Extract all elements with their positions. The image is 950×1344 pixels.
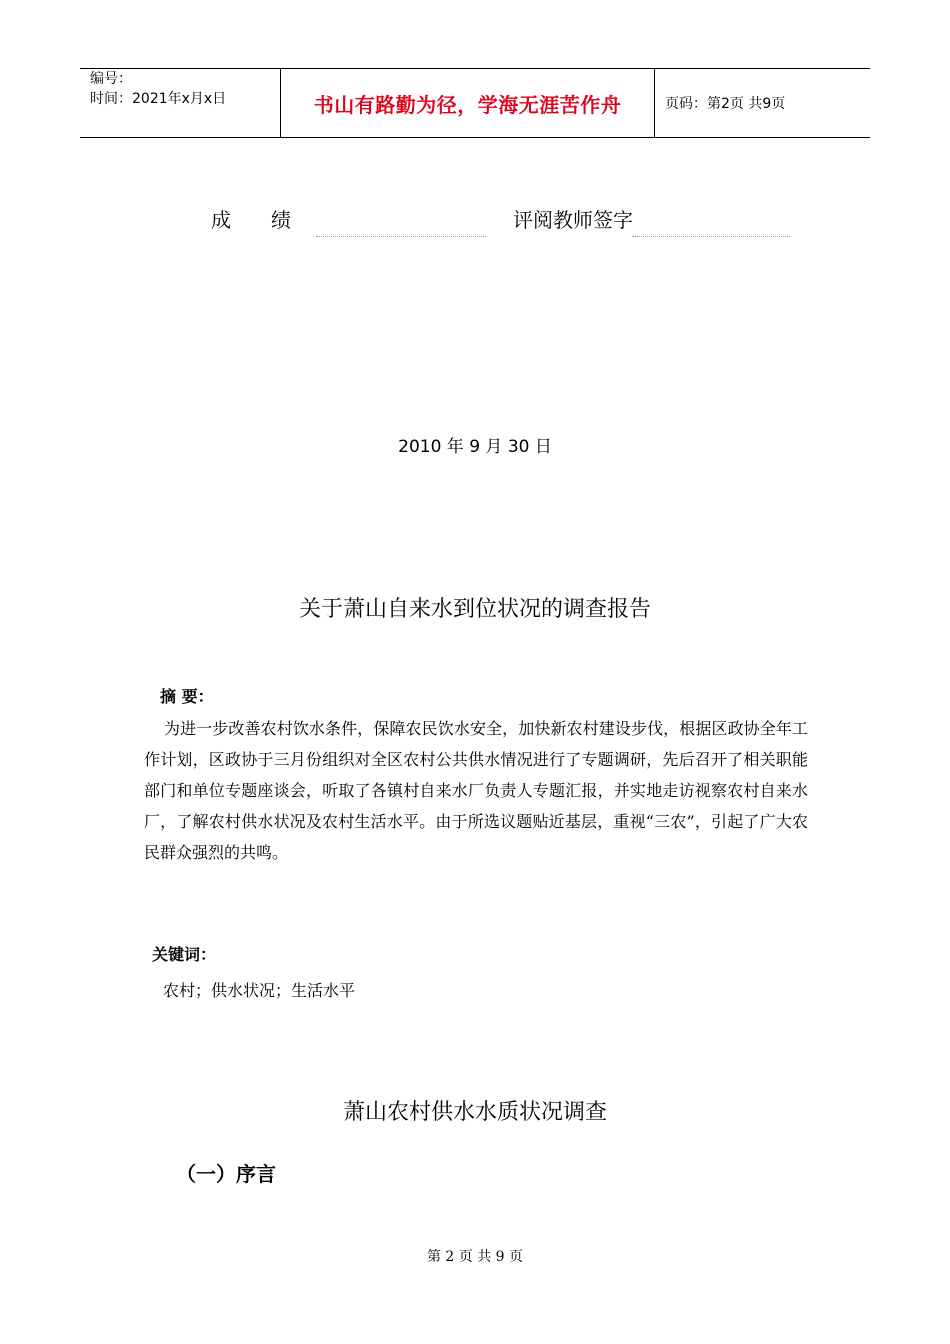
motto-text: 书山有路勤为径，学海无涯苦作舟	[313, 92, 622, 117]
header-meta-cell	[80, 69, 281, 137]
time-label: 时间：2021年x月x日	[90, 91, 227, 107]
signature-dotted-line	[632, 236, 790, 237]
header-page-cell	[655, 69, 870, 137]
document-header	[80, 68, 870, 138]
subsection-title: （一）序言	[176, 1162, 276, 1186]
signature-label: 评阅教师签字	[513, 208, 633, 232]
score-label: 成 绩	[211, 208, 291, 232]
page-footer: 第 2 页 共 9 页	[426, 1249, 524, 1265]
header-motto-cell	[281, 69, 655, 137]
report-title: 关于萧山自来水到位状况的调查报告	[298, 597, 651, 622]
keywords-label: 关键词：	[152, 945, 217, 964]
abstract-label: 摘 要：	[160, 687, 214, 706]
section-title: 萧山农村供水水质状况调查	[342, 1100, 607, 1125]
keywords-text: 农村；供水状况；生活水平	[163, 981, 356, 1000]
number-label: 编号：	[90, 71, 132, 87]
page-info: 页码：第2页 共9页	[665, 96, 786, 112]
abstract-text: 为进一步改善农村饮水条件，保障农民饮水安全，加快新农村建设步伐，根据区政协全年工作计划，区政协于三月份组织对全区农村公共供水情况进行了专题调研，先后召开了相关职能部门和单位专题座谈会，听取了各镇村自来水厂负责人专题汇报，并实地走访视察农村自来水厂，了解农村供水状况及农村生活水平。由于所选议题贴近基层，重视“三农”，引起了广大农民群众强烈的共鸣。	[144, 719, 808, 862]
score-dotted-line	[316, 236, 486, 237]
report-date: 2010 年 9 月 30 日	[398, 437, 552, 457]
